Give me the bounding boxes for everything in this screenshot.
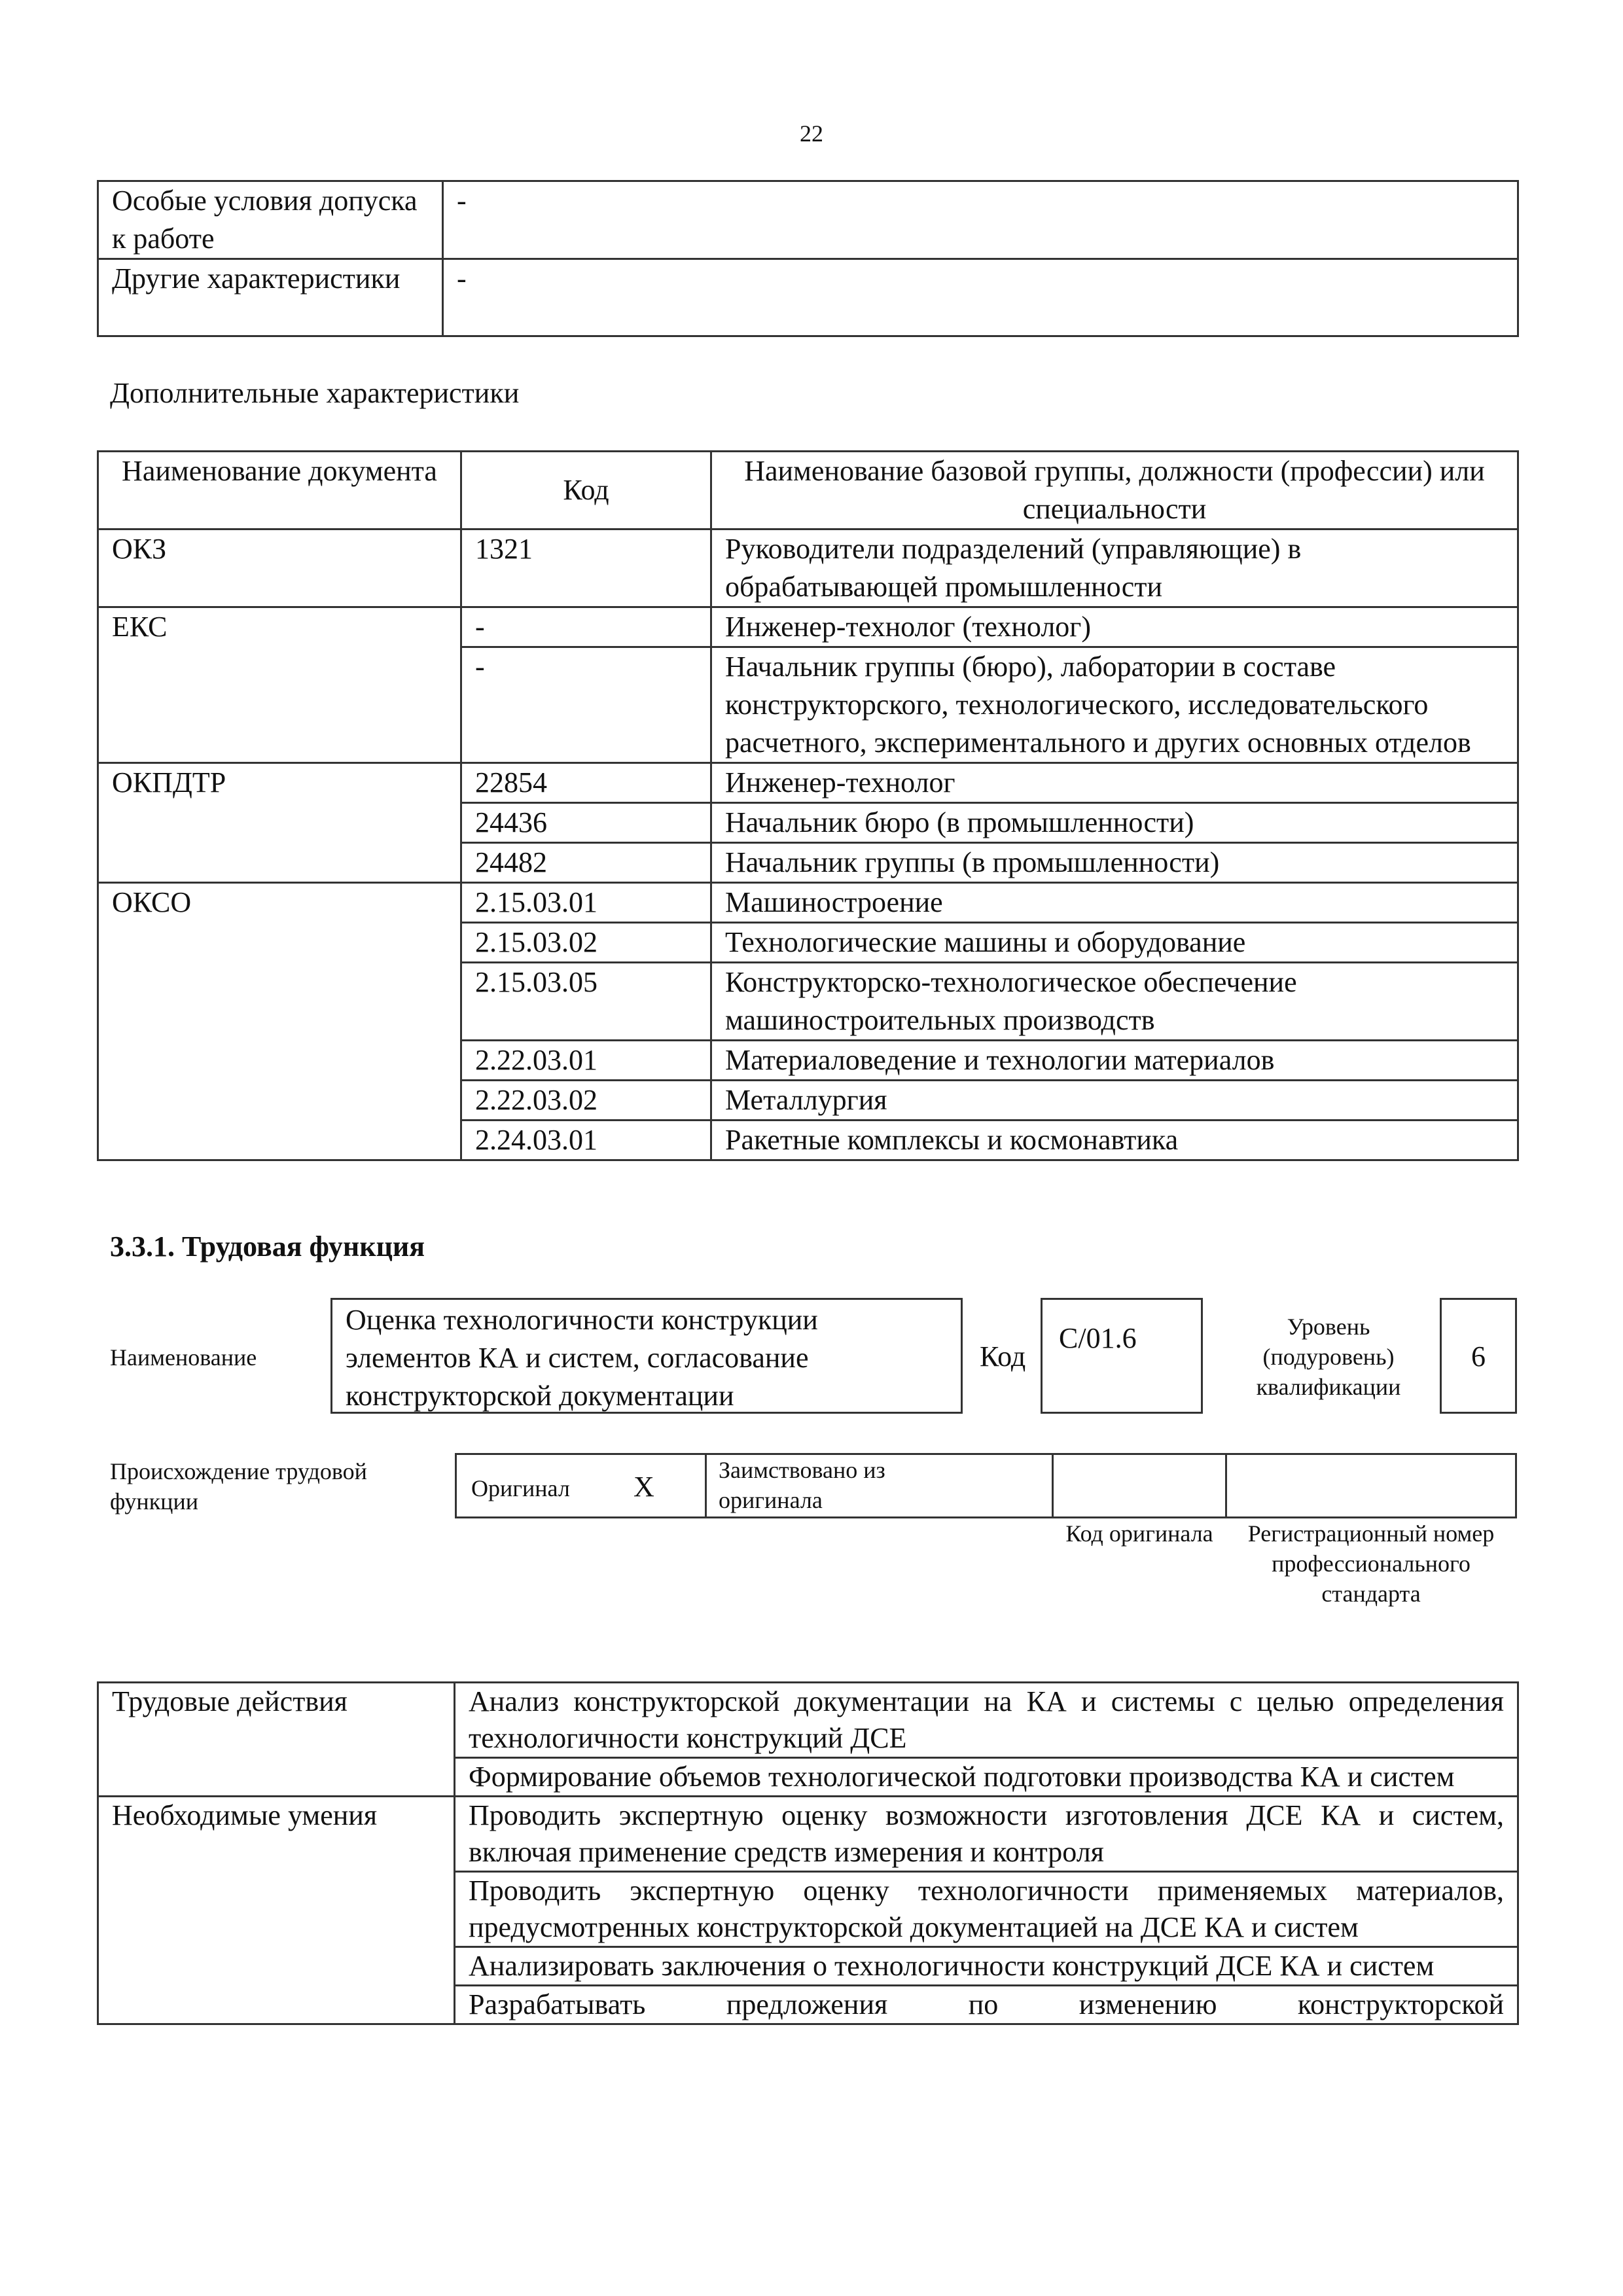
name-cell: Металлургия	[711, 1081, 1518, 1121]
origin-original-box	[455, 1453, 707, 1518]
code-cell: 24436	[461, 803, 711, 843]
origin-borrowed-label: Заимствовано из оригинала	[719, 1457, 885, 1513]
name-cell: Машиностроение	[711, 883, 1518, 923]
item-cell: Анализ конструкторской документации на КА и системы с целью определения технологичности конструкций ДСЕ	[455, 1683, 1518, 1758]
function-code-box	[1041, 1298, 1203, 1414]
function-level-box	[1440, 1298, 1517, 1414]
code-cell: 2.15.03.01	[461, 883, 711, 923]
header-doc: Наименование документа	[98, 452, 461, 529]
origin-code-box	[1052, 1453, 1227, 1518]
table-row	[98, 1797, 1518, 1872]
function-code-value: С/01.6	[1059, 1322, 1137, 1354]
name-cell: Конструкторско-технологическое обеспечение машиностроительных производств	[711, 963, 1518, 1041]
function-name-value: Оценка технологичности конструкции элементов КА и систем, согласование конструкторской документации	[346, 1304, 818, 1412]
name-cell: Материаловедение и технологии материалов	[711, 1041, 1518, 1081]
conditions-value: -	[443, 181, 1518, 259]
code-cell: 1321	[461, 529, 711, 607]
table-row	[98, 883, 1518, 923]
conditions-table	[97, 180, 1519, 337]
code-cell: 2.15.03.02	[461, 923, 711, 963]
function-name-box	[330, 1298, 963, 1414]
function-code-label: Код	[980, 1340, 1026, 1372]
page-number: 22	[800, 120, 823, 147]
category-cell: Необходимые умения	[98, 1797, 455, 2024]
other-label: Другие характеристики	[98, 259, 443, 336]
origin-code-caption: Код оригинала	[1065, 1520, 1213, 1547]
table-row	[98, 607, 1518, 647]
origin-original-label: Оригинал	[471, 1475, 570, 1501]
function-name-label: Наименование	[110, 1344, 257, 1371]
name-cell: Инженер-технолог (технолог)	[711, 607, 1518, 647]
name-cell: Ракетные комплексы и космонавтика	[711, 1121, 1518, 1160]
doc-cell: ОКСО	[98, 883, 461, 1160]
origin-reg-number-box	[1225, 1453, 1517, 1518]
other-value: -	[443, 259, 1518, 336]
section-heading: 3.3.1. Трудовая функция	[110, 1230, 425, 1263]
name-cell: Инженер-технолог	[711, 763, 1518, 803]
code-cell: 24482	[461, 843, 711, 883]
table-header-row	[98, 452, 1518, 529]
table-row	[98, 259, 1518, 336]
additional-title: Дополнительные характеристики	[110, 377, 520, 409]
table-row	[98, 1683, 1518, 1758]
name-cell: Начальник группы (бюро), лаборатории в составе конструкторского, технологического, исследовательского расчетного, экспериментального и других основных отделов	[711, 647, 1518, 763]
origin-label: Происхождение трудовой функции	[110, 1458, 367, 1515]
category-cell: Трудовые действия	[98, 1683, 455, 1797]
code-cell: 2.15.03.05	[461, 963, 711, 1041]
name-cell: Начальник бюро (в промышленности)	[711, 803, 1518, 843]
table-row	[98, 181, 1518, 259]
item-cell: Проводить экспертную оценку технологичности применяемых материалов, предусмотренных конструкторской документацией на ДСЕ КА и систем	[455, 1872, 1518, 1947]
conditions-label: Особые условия допуска к работе	[98, 181, 443, 259]
header-name: Наименование базовой группы, должности (профессии) или специальности	[711, 452, 1518, 529]
item-cell: Разрабатывать предложения по изменению конструкторской	[455, 1986, 1518, 2024]
origin-borrowed-box	[705, 1453, 1054, 1518]
table-row	[98, 529, 1518, 607]
code-cell: 22854	[461, 763, 711, 803]
name-cell: Руководители подразделений (управляющие) в обрабатывающей промышленности	[711, 529, 1518, 607]
code-cell: -	[461, 607, 711, 647]
code-cell: 2.22.03.02	[461, 1081, 711, 1121]
function-level-label: Уровень (подуровень) квалификации	[1256, 1314, 1401, 1400]
origin-reg-caption: Регистрационный номер профессионального стандарта	[1247, 1520, 1495, 1607]
name-cell: Начальник группы (в промышленности)	[711, 843, 1518, 883]
code-cell: 2.22.03.01	[461, 1041, 711, 1081]
origin-original-mark: Х	[633, 1471, 654, 1503]
additional-table	[97, 450, 1519, 1161]
table-row	[98, 763, 1518, 803]
item-cell: Формирование объемов технологической подготовки производства КА и систем	[455, 1758, 1518, 1797]
code-cell: -	[461, 647, 711, 763]
header-code: Код	[461, 452, 711, 529]
item-cell: Проводить экспертную оценку возможности изготовления ДСЕ КА и систем, включая применение средств измерения и контроля	[455, 1797, 1518, 1872]
code-cell: 2.24.03.01	[461, 1121, 711, 1160]
function-level-value: 6	[1471, 1340, 1486, 1372]
doc-cell: ОКПДТР	[98, 763, 461, 883]
actions-table	[97, 1681, 1519, 2025]
doc-cell: ОКЗ	[98, 529, 461, 607]
item-cell: Анализировать заключения о технологичности конструкций ДСЕ КА и систем	[455, 1947, 1518, 1986]
doc-cell: ЕКС	[98, 607, 461, 763]
name-cell: Технологические машины и оборудование	[711, 923, 1518, 963]
